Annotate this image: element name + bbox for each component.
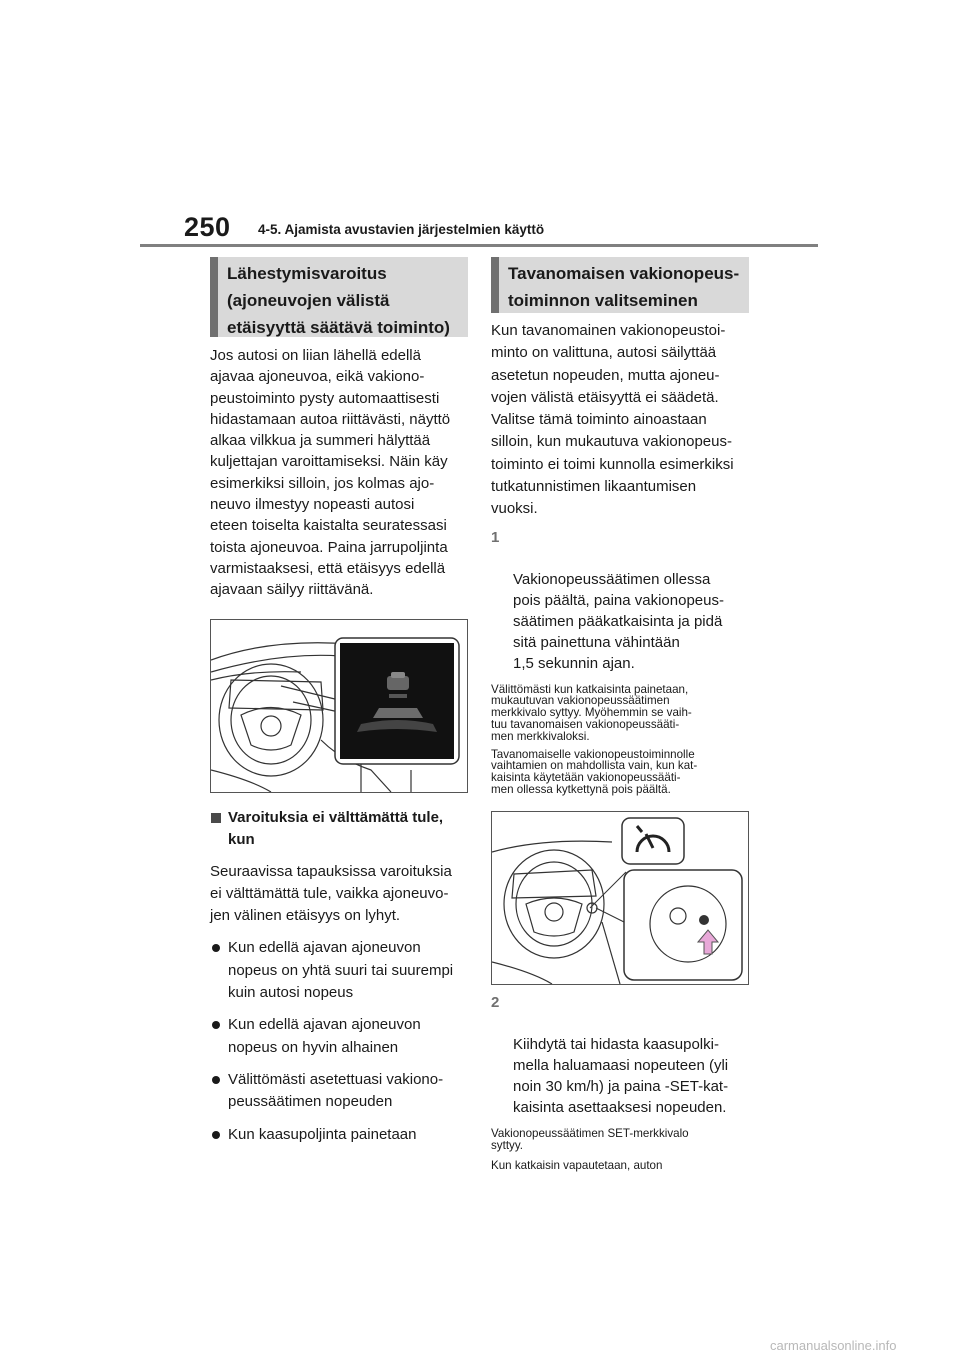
section-title-left (210, 257, 468, 337)
dashboard-illustration (211, 620, 467, 792)
note-3: Vakionopeussäätimen SET-merkkivalo syttyy. (491, 1126, 689, 1152)
figure-cruise-switch (491, 811, 749, 985)
steering-switch-illustration (492, 812, 748, 984)
step-2-number: 2 (491, 993, 500, 1011)
figure-approach-warning (210, 619, 468, 793)
right-column (491, 257, 749, 1172)
subhead-no-warning: Varoituksia ei välttämättä tule, kun (210, 807, 468, 851)
left-column (210, 257, 468, 1146)
note-2: Tavanomaiselle vakionopeustoiminnolle vaihtamien on mahdollista vain, kun kat- kaisinta käytetään vakionopeussääti- men ollessa kytkettynä pois päältä. (491, 747, 698, 797)
bullet-item-2: Kun edellä ajavan ajoneuvon nopeus on hyvin alhainen (210, 1014, 468, 1059)
step-2-text: Kiihdytä tai hidasta kaasupolki- mella haluamaasi nopeuteen (yli noin 30 km/h) ja paina -SET-kat- kaisinta asettaaksesi nopeuden. (513, 1035, 729, 1116)
running-header: 4-5. Ajamista avustavien järjestelmien käyttö (258, 222, 545, 237)
section-title-right (491, 257, 749, 313)
header-rule (140, 244, 818, 247)
section-title-left-text: Lähestymisvaroitus (ajoneuvojen välistä etäisyyttä säätävä toiminto) (227, 264, 450, 337)
page-number: 250 (184, 212, 231, 242)
switch-closeup-callout (624, 870, 742, 980)
step-1-number: 1 (491, 528, 500, 546)
step-2 (491, 992, 749, 1118)
step-1 (491, 527, 749, 674)
right-intro-paragraph: Kun tavanomainen vakionopeustoi- minto on valittuna, autosi säilyttää asetetun nopeuden, mutta ajoneu- vojen välistä etäisyyttä ei säädetä. Valitse tämä toiminto ainoastaan silloin, kun mukautuva vakionopeus- toiminto ei toimi kunnolla esimerkiksi tutkatunnistimen likaantumisen vuoksi. (491, 322, 734, 518)
bullet-item-1: Kun edellä ajavan ajoneuvon nopeus on yhtä suuri tai suurempi kuin autosi nopeus (210, 937, 468, 1004)
sub-intro-paragraph: Seuraavissa tapauksissa varoituksia ei välttämättä tule, vaikka ajoneuvo- jen välinen etäisyys on lyhyt. (210, 862, 452, 925)
bullet-item-4: Kun kaasupoljinta painetaan (210, 1124, 468, 1146)
watermark: carmanualsonline.info (770, 1338, 897, 1353)
note-4: Kun katkaisin vapautetaan, auton (491, 1159, 663, 1173)
note-1: Välittömästi kun katkaisinta painetaan, mukautuvan vakionopeussäätimen merkkivalo syttyy. Myöhemmin se vaih- tuu tavanomaisen vakionopeussääti- men merkkivaloksi. (491, 682, 692, 743)
bullet-item-3: Välittömästi asetettuasi vakiono- peussäätimen nopeuden (210, 1069, 468, 1114)
step-1-text: Vakionopeussäätimen ollessa pois päältä, paina vakionopeus- säätimen pääkatkaisinta ja pidä sitä painettuna vähintään 1,5 sekunnin ajan. (513, 570, 724, 672)
speed-gauge-callout (622, 818, 684, 864)
section-title-right-text: Tavanomaisen vakionopeus- toiminnon valitseminen (508, 264, 740, 310)
left-intro-paragraph: Jos autosi on liian lähellä edellä ajavaa ajoneuvoa, eikä vakiono- peustoiminto pysty automaattisesti hidastamaan autoa riittävästi, näyttö alkaa vilkkua ja summeri hälyttää kuljettajan varoittamiseksi. Näin käy esimerkiksi silloin, jos kolmas ajo- neuvo ilmestyy nopeasti autosi eteen toiselta kaistalta seuratessasi toista ajoneuvoa. Paina jarrupoljinta varmistaaksesi, että etäisyys edellä ajavaan säilyy riittävänä. (210, 347, 451, 599)
